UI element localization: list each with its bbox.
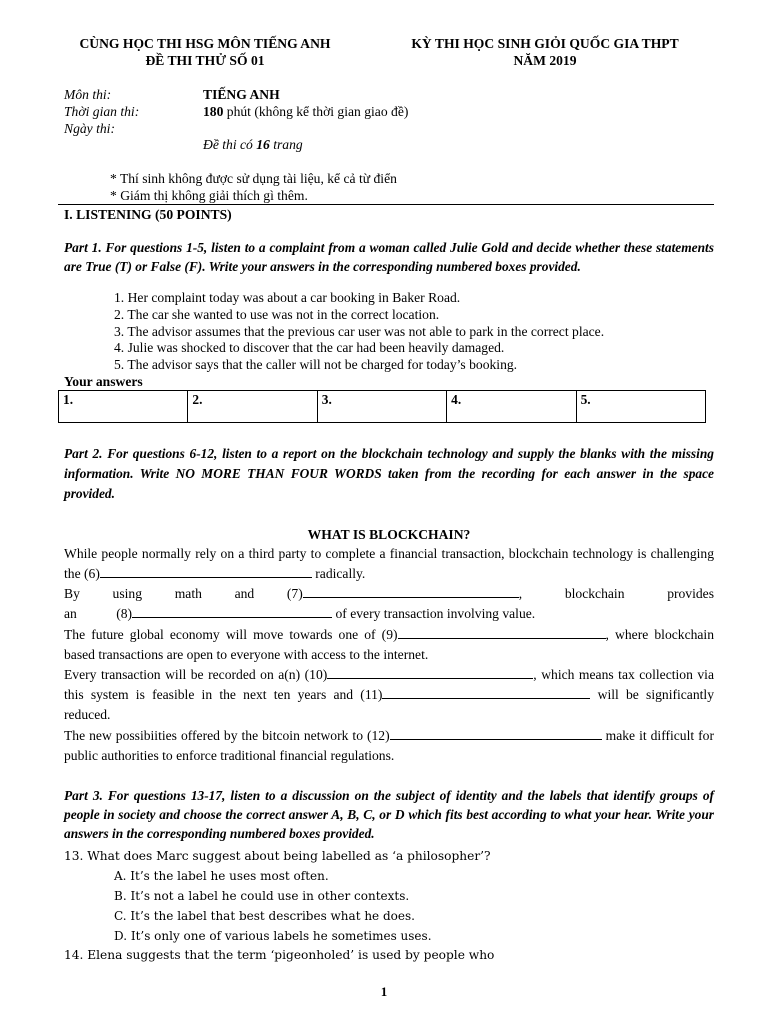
date-label: Ngày thi: [64, 121, 115, 136]
q13-option-a[interactable]: A. It’s the label he uses most often. [114, 869, 329, 883]
part2-instruction: Part 2. For questions 6-12, listen to a report on the blockchain technology and supply the blanks with the missing information. Write NO MORE THAN FOUR WORDS taken from the recording for each answer in the space provided. [64, 446, 714, 501]
answer-box-label: 5. [580, 392, 591, 407]
statement-4: 4. Julie was shocked to discover that the car had been heavily damaged. [114, 340, 505, 355]
header-school: CÙNG HỌC THI HSG MÔN TIẾNG ANH [79, 36, 331, 51]
statement-1: 1. Her complaint today was about a car booking in Baker Road. [114, 290, 461, 305]
blank-11[interactable] [382, 686, 590, 699]
answer-box-label: 4. [451, 392, 462, 407]
page-count-number: 16 [256, 137, 270, 152]
part1-instruction: Part 1. For questions 1-5, listen to a complaint from a woman called Julie Gold and decide whether these statements are True (T) or False (F). Write your answers in the corresponding numbered boxes provided. [64, 240, 714, 274]
p2-text-c: of every transaction involving value. [332, 606, 536, 621]
paragraph-5 [64, 726, 714, 766]
page-count-prefix: Đề thi có [203, 137, 257, 152]
header-exam-name: KỲ THI HỌC SINH GIỎI QUỐC GIA THPT [411, 36, 679, 51]
p5-text-a: The new possibiities offered by the bitcoin network to (12) [64, 728, 390, 743]
part2-heading: WHAT IS BLOCKCHAIN? [307, 527, 471, 542]
header-year: NĂM 2019 [513, 53, 577, 68]
blank-9[interactable] [398, 626, 606, 639]
blank-12[interactable] [390, 727, 602, 740]
blank-8[interactable] [132, 605, 332, 618]
time-minutes: 180 [203, 104, 224, 119]
time-note: phút (không kể thời gian giao đề) [223, 104, 409, 119]
section-title: I. LISTENING (50 POINTS) [64, 207, 232, 222]
p2-text-a: By using math and (7) [64, 586, 303, 601]
page-count [203, 136, 303, 153]
paragraph-3 [64, 625, 714, 665]
header-divider [58, 204, 714, 205]
note-1: * Thí sinh không được sử dụng tài liệu, kể cả từ điển [110, 171, 397, 186]
p4-text-a: Every transaction will be recorded on a(n) (10) [64, 667, 328, 682]
q13-option-c[interactable]: C. It’s the label that best describes what he does. [114, 909, 415, 923]
answer-box-5[interactable] [576, 391, 705, 423]
part3-instruction: Part 3. For questions 13-17, listen to a discussion on the subject of identity and the labels that identify groups of people in society and choose the correct answer A, B, C, or D which fits best according to what your hear. Write your answers in the corresponding numbered boxes provided. [64, 788, 714, 841]
p1-text-a: While people normally rely on a third party to complete a financial transaction, blockchain technology is challenging the (6) [64, 546, 714, 581]
p4-text-c: will be significantly reduced. [64, 687, 714, 722]
p2-text-b: , blockchain provides an (8) [64, 586, 715, 621]
subject-value: TIẾNG ANH [203, 87, 280, 102]
p3-text-b: , where blockchain based transactions are open to everyone with access to the internet. [64, 627, 715, 662]
paragraph-1 [64, 544, 714, 584]
question-13: 13. What does Marc suggest about being labelled as ‘a philosopher’? [64, 849, 491, 863]
blank-10[interactable] [327, 666, 533, 679]
statement-2: 2. The car she wanted to use was not in the correct location. [114, 307, 440, 322]
time-label: Thời gian thi: [64, 104, 140, 119]
answer-box-4[interactable] [447, 391, 576, 423]
statement-5: 5. The advisor says that the caller will not be charged for today’s booking. [114, 357, 518, 372]
blank-7[interactable] [303, 585, 519, 598]
answer-box-1[interactable] [59, 391, 188, 423]
question-14: 14. Elena suggests that the term ‘pigeonholed’ is used by people who [64, 948, 495, 962]
p4-text-b: , which means tax collection via this system is feasible in the next ten years and (11) [64, 667, 714, 702]
note-2: * Giám thị không giải thích gì thêm. [110, 188, 308, 203]
time-value [203, 103, 408, 120]
statement-3: 3. The advisor assumes that the previous car user was not able to park in the correct place. [114, 324, 605, 339]
header-test-number: ĐỀ THI THỬ SỐ 01 [145, 53, 265, 68]
answer-box-label: 1. [63, 392, 74, 407]
answers-label: Your answers [64, 374, 143, 389]
answer-box-2[interactable] [188, 391, 317, 423]
subject-label: Môn thi: [64, 87, 112, 102]
p3-text-a: The future global economy will move towards one of (9) [64, 627, 398, 642]
answer-boxes-table [58, 390, 706, 423]
answer-box-label: 3. [321, 392, 332, 407]
p1-text-b: radically. [311, 566, 366, 581]
q13-option-b[interactable]: B. It’s not a label he could use in other contexts. [114, 889, 410, 903]
answer-box-3[interactable] [317, 391, 446, 423]
paragraph-4 [64, 665, 714, 725]
answer-box-label: 2. [192, 392, 203, 407]
q13-option-d[interactable]: D. It’s only one of various labels he sometimes uses. [114, 929, 432, 943]
page-count-suffix: trang [269, 137, 303, 152]
p5-text-b: make it difficult for public authorities to enforce traditional financial regulations. [64, 728, 715, 763]
paragraph-2 [64, 584, 714, 624]
blank-6[interactable] [100, 565, 312, 578]
page-number: 1 [380, 984, 388, 999]
